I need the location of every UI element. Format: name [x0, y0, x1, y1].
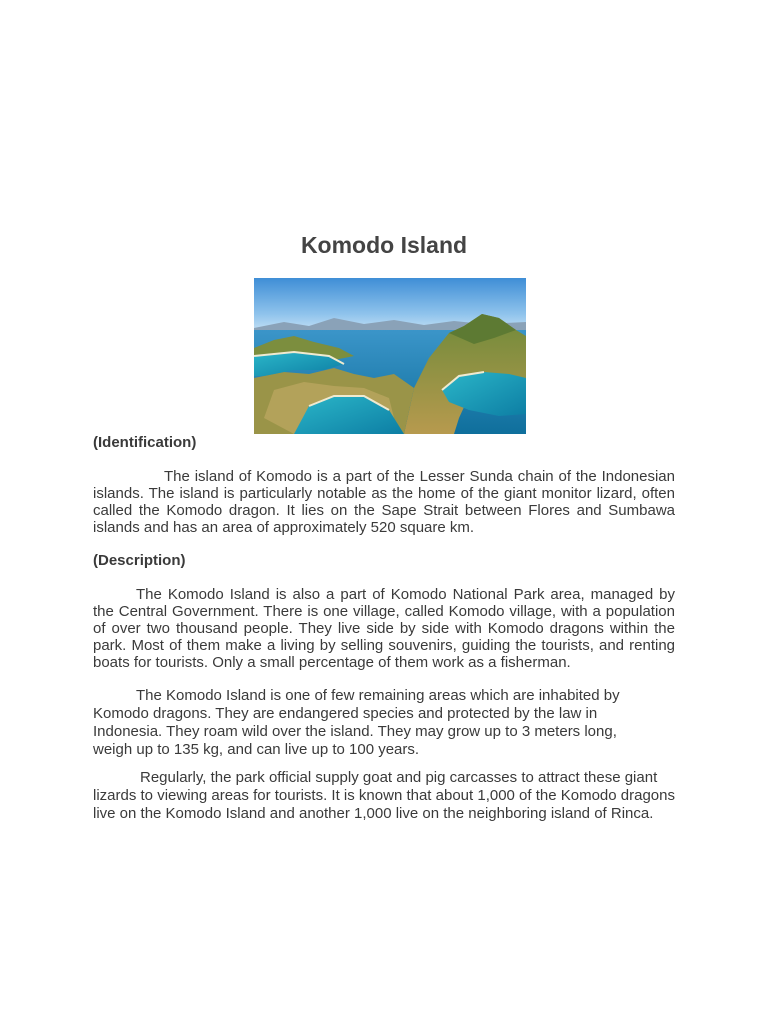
- section-heading-identification: (Identification): [93, 434, 197, 451]
- description-paragraph-2: The Komodo Island is one of few remaining areas which are inhabited by Komodo dragons. They are endangered species and protected by the law in Indonesia. They roam wild over the island. They may grow up to 3 meters long, weigh up to 135 kg, and can live up to 100 years.: [93, 687, 620, 758]
- island-photo: [254, 278, 526, 434]
- description-paragraph-1: The Komodo Island is also a part of Komodo National Park area, managed by the Central Government. There is one village, called Komodo village, with a population of over two thousand people. They live side by side with Komodo dragons within the park. Most of them make a living by selling souvenirs, guiding the tourists, and renting boats for tourists. Only a small percentage of them work as a fisherman.: [93, 586, 675, 671]
- page-title: Komodo Island: [300, 232, 468, 258]
- description-paragraph-3: Regularly, the park official supply goat and pig carcasses to attract these giant lizards to viewing areas for tourists. It is known that about 1,000 of the Komodo dragons live on the Komodo Island and another 1,000 live on the neighboring island of Rinca.: [93, 769, 675, 822]
- identification-paragraph: The island of Komodo is a part of the Lesser Sunda chain of the Indonesian islands. The island is particularly notable as the home of the giant monitor lizard, often called the Komodo dragon. It lies on the Sape Strait between Flores and Sumbawa islands and has an area of approximately 520 square km.: [93, 468, 675, 536]
- section-heading-description: (Description): [93, 552, 186, 569]
